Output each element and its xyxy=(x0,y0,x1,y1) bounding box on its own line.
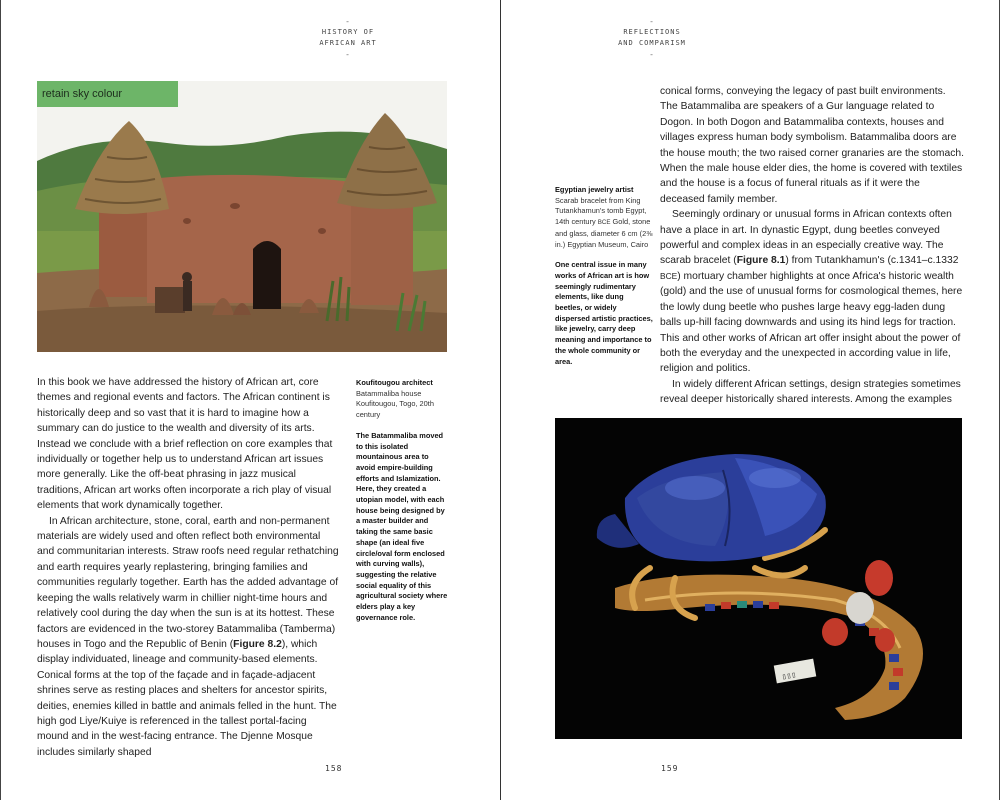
retain-sky-colour-note: retain sky colour xyxy=(37,81,178,107)
house-illustration xyxy=(37,81,447,352)
paragraph: In widely different African settings, design strategies sometimes reveal deeper historically shared interests. Among the examples xyxy=(660,378,961,406)
header-dash: - xyxy=(345,50,351,59)
header-line: AND COMPARISM xyxy=(618,39,686,47)
side-note: One central issue in many works of African art is how seemingly rudimentary elements, like dung beetles, or widely dispersed artistic practices, like jewelry, carry deep meaning and importance to the whole community or area. xyxy=(555,260,653,366)
side-note: The Batammaliba moved to this isolated mountainous area to avoid empire-building efforts and Islamization. Here, they created a utopian model, with each house being designed by a master builder and taking the same basic shape (an ideal five circle/oval form enclosed with curving walls), suggesting the relative social equality of this agricultural society where elders play a key governance role. xyxy=(356,430,448,622)
batammaliba-house-photo xyxy=(37,81,447,352)
left-sidebar xyxy=(356,378,448,623)
caption-title: Egyptian jewelry artist xyxy=(555,185,634,194)
paragraph: In African architecture, stone, coral, earth and non-permanent materials are widely used and often reflect both environmental and communitarian interests. Straw roofs need regular rethatching and earth requires yearly replastering, bringing families and communities regularly together. Earth has the added advantage of keeping the walls relatively warm in chillier night-time hours and relatively cool during the day when the sun is at its hottest. These factors are evidenced in the two-storey Batammaliba (Tamberma) houses in Togo and the Republic of Benin (Figure 8.2), which display individuated, lineage and community-based elements. Conical forms at the top of the façade and in façade-adjacent shrines serve as resting places and shelters for ancestor spirits, deities, enemies killed in battle and animals felled in the hunt. The high god Liye/Kuiye is referenced in the tallest portal-facing mound and in the west-facing entrance. The Djenne Mosque includes similarly shaped xyxy=(37,515,339,758)
scarab-illustration xyxy=(555,418,962,739)
figure-reference: Figure 8.1 xyxy=(736,255,786,267)
svg-text:▯▯▯: ▯▯▯ xyxy=(781,669,797,682)
right-running-header xyxy=(592,16,712,60)
caption-line: Batammaliba house xyxy=(356,388,422,398)
caption-line: century xyxy=(356,410,381,420)
header-line: HISTORY OF xyxy=(321,28,375,36)
scarab-bracelet-photo xyxy=(555,418,962,739)
caption-text: Scarab bracelet from King Tutankhamun's tomb Egypt, 14th century BCE Gold, stone and glass, diameter 6 cm (2⅜ in.) Egyptian Museum, Cairo xyxy=(555,195,653,249)
left-running-header xyxy=(288,16,408,60)
left-page-edge xyxy=(0,0,1,800)
right-sidebar xyxy=(555,185,653,367)
header-line: AFRICAN ART xyxy=(319,39,377,47)
figure-reference: Figure 8.2 xyxy=(233,638,282,650)
caption-title: Koufitougou architect xyxy=(356,378,433,387)
paragraph: Seemingly ordinary or unusual forms in African contexts often have a place in art. In dynastic Egypt, dung beetles conveyed powerful and complex ideas in an especially creative way. The scarab bracelet (Figure 8.1) from Tutankhamun's (c.1341–c.1332 BCE) mortuary chamber highlights at once Africa's historic wealth (gold) and the use of unusual forms for cosmological themes, here the lowly dung beetle who pushes large heavy egg-laden dung balls up-hill facing downwards and using its hind legs for traction. This and other works of African art offer insight about the power of both the everyday and the unexpected in according value in life, religion and politics. xyxy=(660,209,963,375)
header-dash: - xyxy=(649,17,655,26)
header-line: REFLECTIONS xyxy=(623,28,681,36)
right-body-text xyxy=(660,84,965,408)
page-number: 159 xyxy=(661,764,679,773)
page-number: 158 xyxy=(325,764,343,773)
left-body-text xyxy=(37,375,340,760)
caption-line: Koufitougou, Togo, 20th xyxy=(356,399,434,409)
header-dash: - xyxy=(649,50,655,59)
paragraph: In this book we have addressed the history of African art, core themes and regional events and factors. The African continent is historically deep and so vast that it is hard to imagine how a summary can do justice to the wealth and diversity of its arts. Instead we conclude with a brief reflection on core examples that individually or together help us to understand African art issues more generally. Like the off-beat phrasing in jazz musical traditions, African art works often incorporate a rich play of visual elements that work dynamically together. xyxy=(37,377,333,512)
paragraph: conical forms, conveying the legacy of past built environments. The Batammaliba are speakers of a Gur language related to Dogon. In both Dogon and Batammaliba contexts, houses and villages express human body symbolism. Batammaliba doors are the house mouth; the two raised corner granaries are the stomach. When the male house elder dies, the home is covered with textiles and the house is a focus of funeral rituals as if it were the deceased family member. xyxy=(660,86,964,205)
header-dash: - xyxy=(345,17,351,26)
